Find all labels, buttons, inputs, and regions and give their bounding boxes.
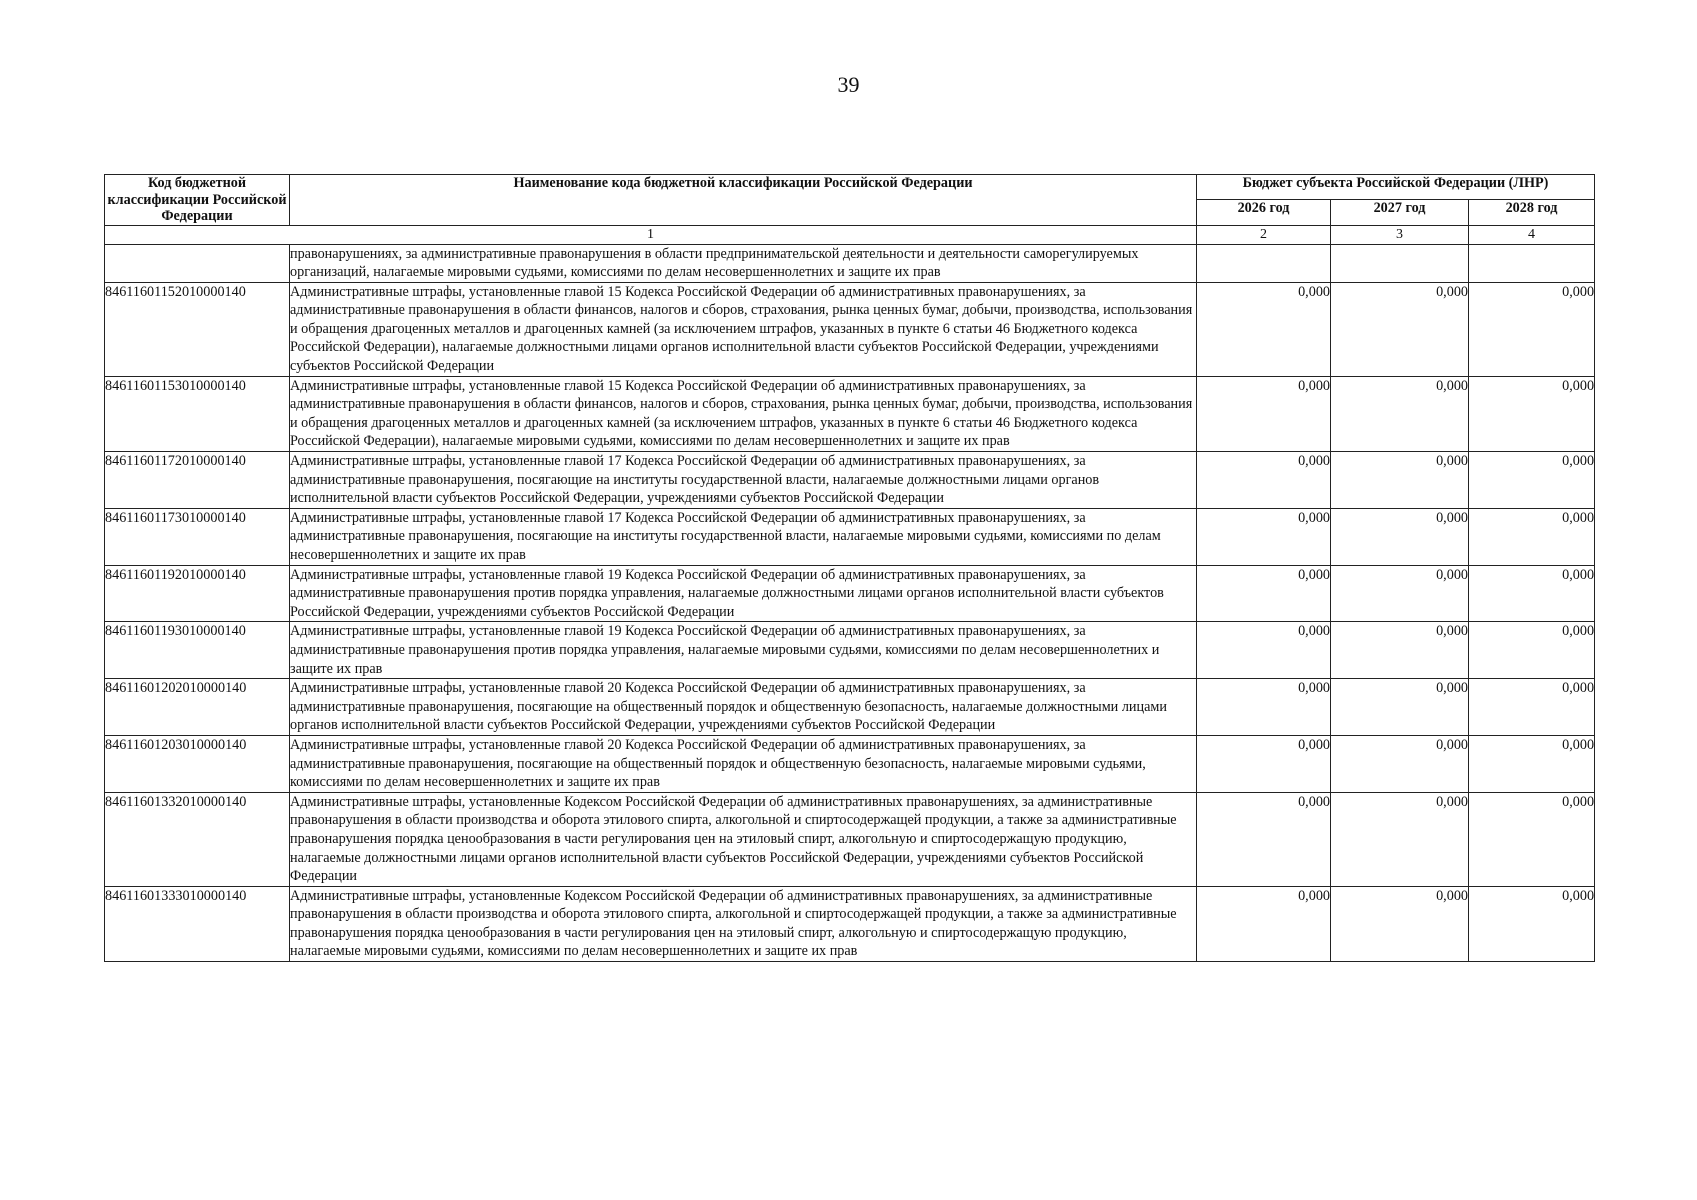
value-2026-cell: 0,000 bbox=[1197, 452, 1331, 509]
classification-name-cell: Административные штрафы, установленные главой 15 Кодекса Российской Федерации об административных правонарушениях, за административные правонарушения в области финансов, налогов и сборов, страхования, рынка ценных бумаг, добычи, производства, использования и обращения драгоценных металлов и драгоценных камней (за исключением штрафов, указанных в пункте 6 статьи 46 Бюджетного кодекса Российской Федерации), налагаемые должностными лицами органов исполнительной власти субъектов Российской Федерации, учреждениями субъектов Российской Федерации bbox=[290, 282, 1197, 376]
value-2027-cell: 0,000 bbox=[1331, 452, 1469, 509]
classification-name-cell: Административные штрафы, установленные главой 17 Кодекса Российской Федерации об административных правонарушениях, за административные правонарушения, посягающие на институты государственной власти, налагаемые мировыми судьями, комиссиями по делам несовершеннолетних и защите их прав bbox=[290, 508, 1197, 565]
column-number-row bbox=[105, 225, 1595, 244]
budget-code-cell bbox=[105, 244, 290, 282]
classification-name-cell: Административные штрафы, установленные Кодексом Российской Федерации об административных правонарушениях, за административные правонарушения в области производства и оборота этилового спирта, алкогольной и спиртосодержащей продукции, а также за административные правонарушения порядка ценообразования в части регулирования цен на этиловый спирт, алкогольную и спиртосодержащую продукцию, налагаемые мировыми судьями, комиссиями по делам несовершеннолетних и защите их прав bbox=[290, 886, 1197, 961]
table-row bbox=[105, 886, 1595, 961]
budget-code-cell: 84611601203010000140 bbox=[105, 735, 290, 792]
value-2026-cell: 0,000 bbox=[1197, 565, 1331, 622]
table-row bbox=[105, 792, 1595, 886]
table-body bbox=[105, 225, 1595, 962]
value-2028-cell: 0,000 bbox=[1469, 452, 1595, 509]
classification-name-cell: Административные штрафы, установленные главой 15 Кодекса Российской Федерации об административных правонарушениях, за административные правонарушения в области финансов, налогов и сборов, страхования, рынка ценных бумаг, добычи, производства, использования и обращения драгоценных металлов и драгоценных камней (за исключением штрафов, указанных в пункте 6 статьи 46 Бюджетного кодекса Российской Федерации), налагаемые мировыми судьями, комиссиями по делам несовершеннолетних и защите их прав bbox=[290, 376, 1197, 451]
value-2027-cell: 0,000 bbox=[1331, 735, 1469, 792]
header-budget-group: Бюджет субъекта Российской Федерации (ЛНР) bbox=[1197, 175, 1595, 200]
value-2027-cell: 0,000 bbox=[1331, 792, 1469, 886]
value-2028-cell: 0,000 bbox=[1469, 622, 1595, 679]
value-2028-cell: 0,000 bbox=[1469, 565, 1595, 622]
budget-code-cell: 84611601192010000140 bbox=[105, 565, 290, 622]
value-2028-cell: 0,000 bbox=[1469, 886, 1595, 961]
table-row bbox=[105, 282, 1595, 376]
classification-name-cell: Административные штрафы, установленные главой 17 Кодекса Российской Федерации об административных правонарушениях, за административные правонарушения, посягающие на институты государственной власти, налагаемые должностными лицами органов исполнительной власти субъектов Российской Федерации, учреждениями субъектов Российской Федерации bbox=[290, 452, 1197, 509]
value-2026-cell: 0,000 bbox=[1197, 886, 1331, 961]
value-2028-cell: 0,000 bbox=[1469, 508, 1595, 565]
table-row bbox=[105, 508, 1595, 565]
value-2028-cell bbox=[1469, 244, 1595, 282]
value-2026-cell: 0,000 bbox=[1197, 282, 1331, 376]
table-row bbox=[105, 452, 1595, 509]
value-2026-cell: 0,000 bbox=[1197, 622, 1331, 679]
value-2027-cell: 0,000 bbox=[1331, 508, 1469, 565]
table-row bbox=[105, 376, 1595, 451]
classification-name-cell: правонарушениях, за административные правонарушения в области предпринимательской деятельности и деятельности саморегулируемых организаций, налагаемые мировыми судьями, комиссиями по делам несовершеннолетних и защите их прав bbox=[290, 244, 1197, 282]
classification-name-cell: Административные штрафы, установленные главой 19 Кодекса Российской Федерации об административных правонарушениях, за административные правонарушения против порядка управления, налагаемые мировыми судьями, комиссиями по делам несовершеннолетних и защите их прав bbox=[290, 622, 1197, 679]
value-2028-cell: 0,000 bbox=[1469, 735, 1595, 792]
value-2028-cell: 0,000 bbox=[1469, 376, 1595, 451]
value-2026-cell bbox=[1197, 244, 1331, 282]
value-2027-cell: 0,000 bbox=[1331, 886, 1469, 961]
header-year-2027: 2027 год bbox=[1331, 200, 1469, 225]
value-2027-cell bbox=[1331, 244, 1469, 282]
budget-code-cell: 84611601333010000140 bbox=[105, 886, 290, 961]
classification-name-cell: Административные штрафы, установленные главой 20 Кодекса Российской Федерации об административных правонарушениях, за административные правонарушения, посягающие на общественный порядок и общественную безопасность, налагаемые мировыми судьями, комиссиями по делам несовершеннолетних и защите их прав bbox=[290, 735, 1197, 792]
value-2027-cell: 0,000 bbox=[1331, 565, 1469, 622]
budget-code-cell: 84611601173010000140 bbox=[105, 508, 290, 565]
value-2027-cell: 0,000 bbox=[1331, 282, 1469, 376]
column-number-4: 4 bbox=[1469, 225, 1595, 244]
table-row bbox=[105, 735, 1595, 792]
value-2026-cell: 0,000 bbox=[1197, 508, 1331, 565]
table-row bbox=[105, 244, 1595, 282]
classification-name-cell: Административные штрафы, установленные Кодексом Российской Федерации об административных правонарушениях, за административные правонарушения в области производства и оборота этилового спирта, алкогольной и спиртосодержащей продукции, а также за административные правонарушения порядка ценообразования в части регулирования цен на этиловый спирт, алкогольную и спиртосодержащую продукцию, налагаемые должностными лицами органов исполнительной власти субъектов Российской Федерации, учреждениями субъектов Российской Федерации bbox=[290, 792, 1197, 886]
budget-code-cell: 84611601152010000140 bbox=[105, 282, 290, 376]
value-2028-cell: 0,000 bbox=[1469, 282, 1595, 376]
table-row bbox=[105, 622, 1595, 679]
column-number-3: 3 bbox=[1331, 225, 1469, 244]
value-2026-cell: 0,000 bbox=[1197, 376, 1331, 451]
table-row bbox=[105, 679, 1595, 736]
classification-name-cell: Административные штрафы, установленные главой 19 Кодекса Российской Федерации об административных правонарушениях, за административные правонарушения против порядка управления, налагаемые должностными лицами органов исполнительной власти субъектов Российской Федерации, учреждениями субъектов Российской Федерации bbox=[290, 565, 1197, 622]
budget-code-cell: 84611601153010000140 bbox=[105, 376, 290, 451]
budget-classification-table bbox=[104, 174, 1595, 962]
value-2027-cell: 0,000 bbox=[1331, 622, 1469, 679]
value-2026-cell: 0,000 bbox=[1197, 679, 1331, 736]
table-row bbox=[105, 565, 1595, 622]
page-number: 39 bbox=[837, 72, 860, 97]
budget-code-cell: 84611601193010000140 bbox=[105, 622, 290, 679]
value-2026-cell: 0,000 bbox=[1197, 792, 1331, 886]
budget-code-cell: 84611601172010000140 bbox=[105, 452, 290, 509]
column-number-2: 2 bbox=[1197, 225, 1331, 244]
column-number-1: 1 bbox=[105, 225, 1197, 244]
header-code-column: Код бюджетной классификации Российской Федерации bbox=[105, 175, 290, 226]
header-name-column: Наименование кода бюджетной классификации Российской Федерации bbox=[290, 175, 1197, 226]
value-2027-cell: 0,000 bbox=[1331, 679, 1469, 736]
value-2027-cell: 0,000 bbox=[1331, 376, 1469, 451]
value-2028-cell: 0,000 bbox=[1469, 679, 1595, 736]
header-year-2026: 2026 год bbox=[1197, 200, 1331, 225]
budget-code-cell: 84611601202010000140 bbox=[105, 679, 290, 736]
classification-name-cell: Административные штрафы, установленные главой 20 Кодекса Российской Федерации об административных правонарушениях, за административные правонарушения, посягающие на общественный порядок и общественную безопасность, налагаемые должностными лицами органов исполнительной власти субъектов Российской Федерации, учреждениями субъектов Российской Федерации bbox=[290, 679, 1197, 736]
value-2028-cell: 0,000 bbox=[1469, 792, 1595, 886]
budget-code-cell: 84611601332010000140 bbox=[105, 792, 290, 886]
header-year-2028: 2028 год bbox=[1469, 200, 1595, 225]
value-2026-cell: 0,000 bbox=[1197, 735, 1331, 792]
